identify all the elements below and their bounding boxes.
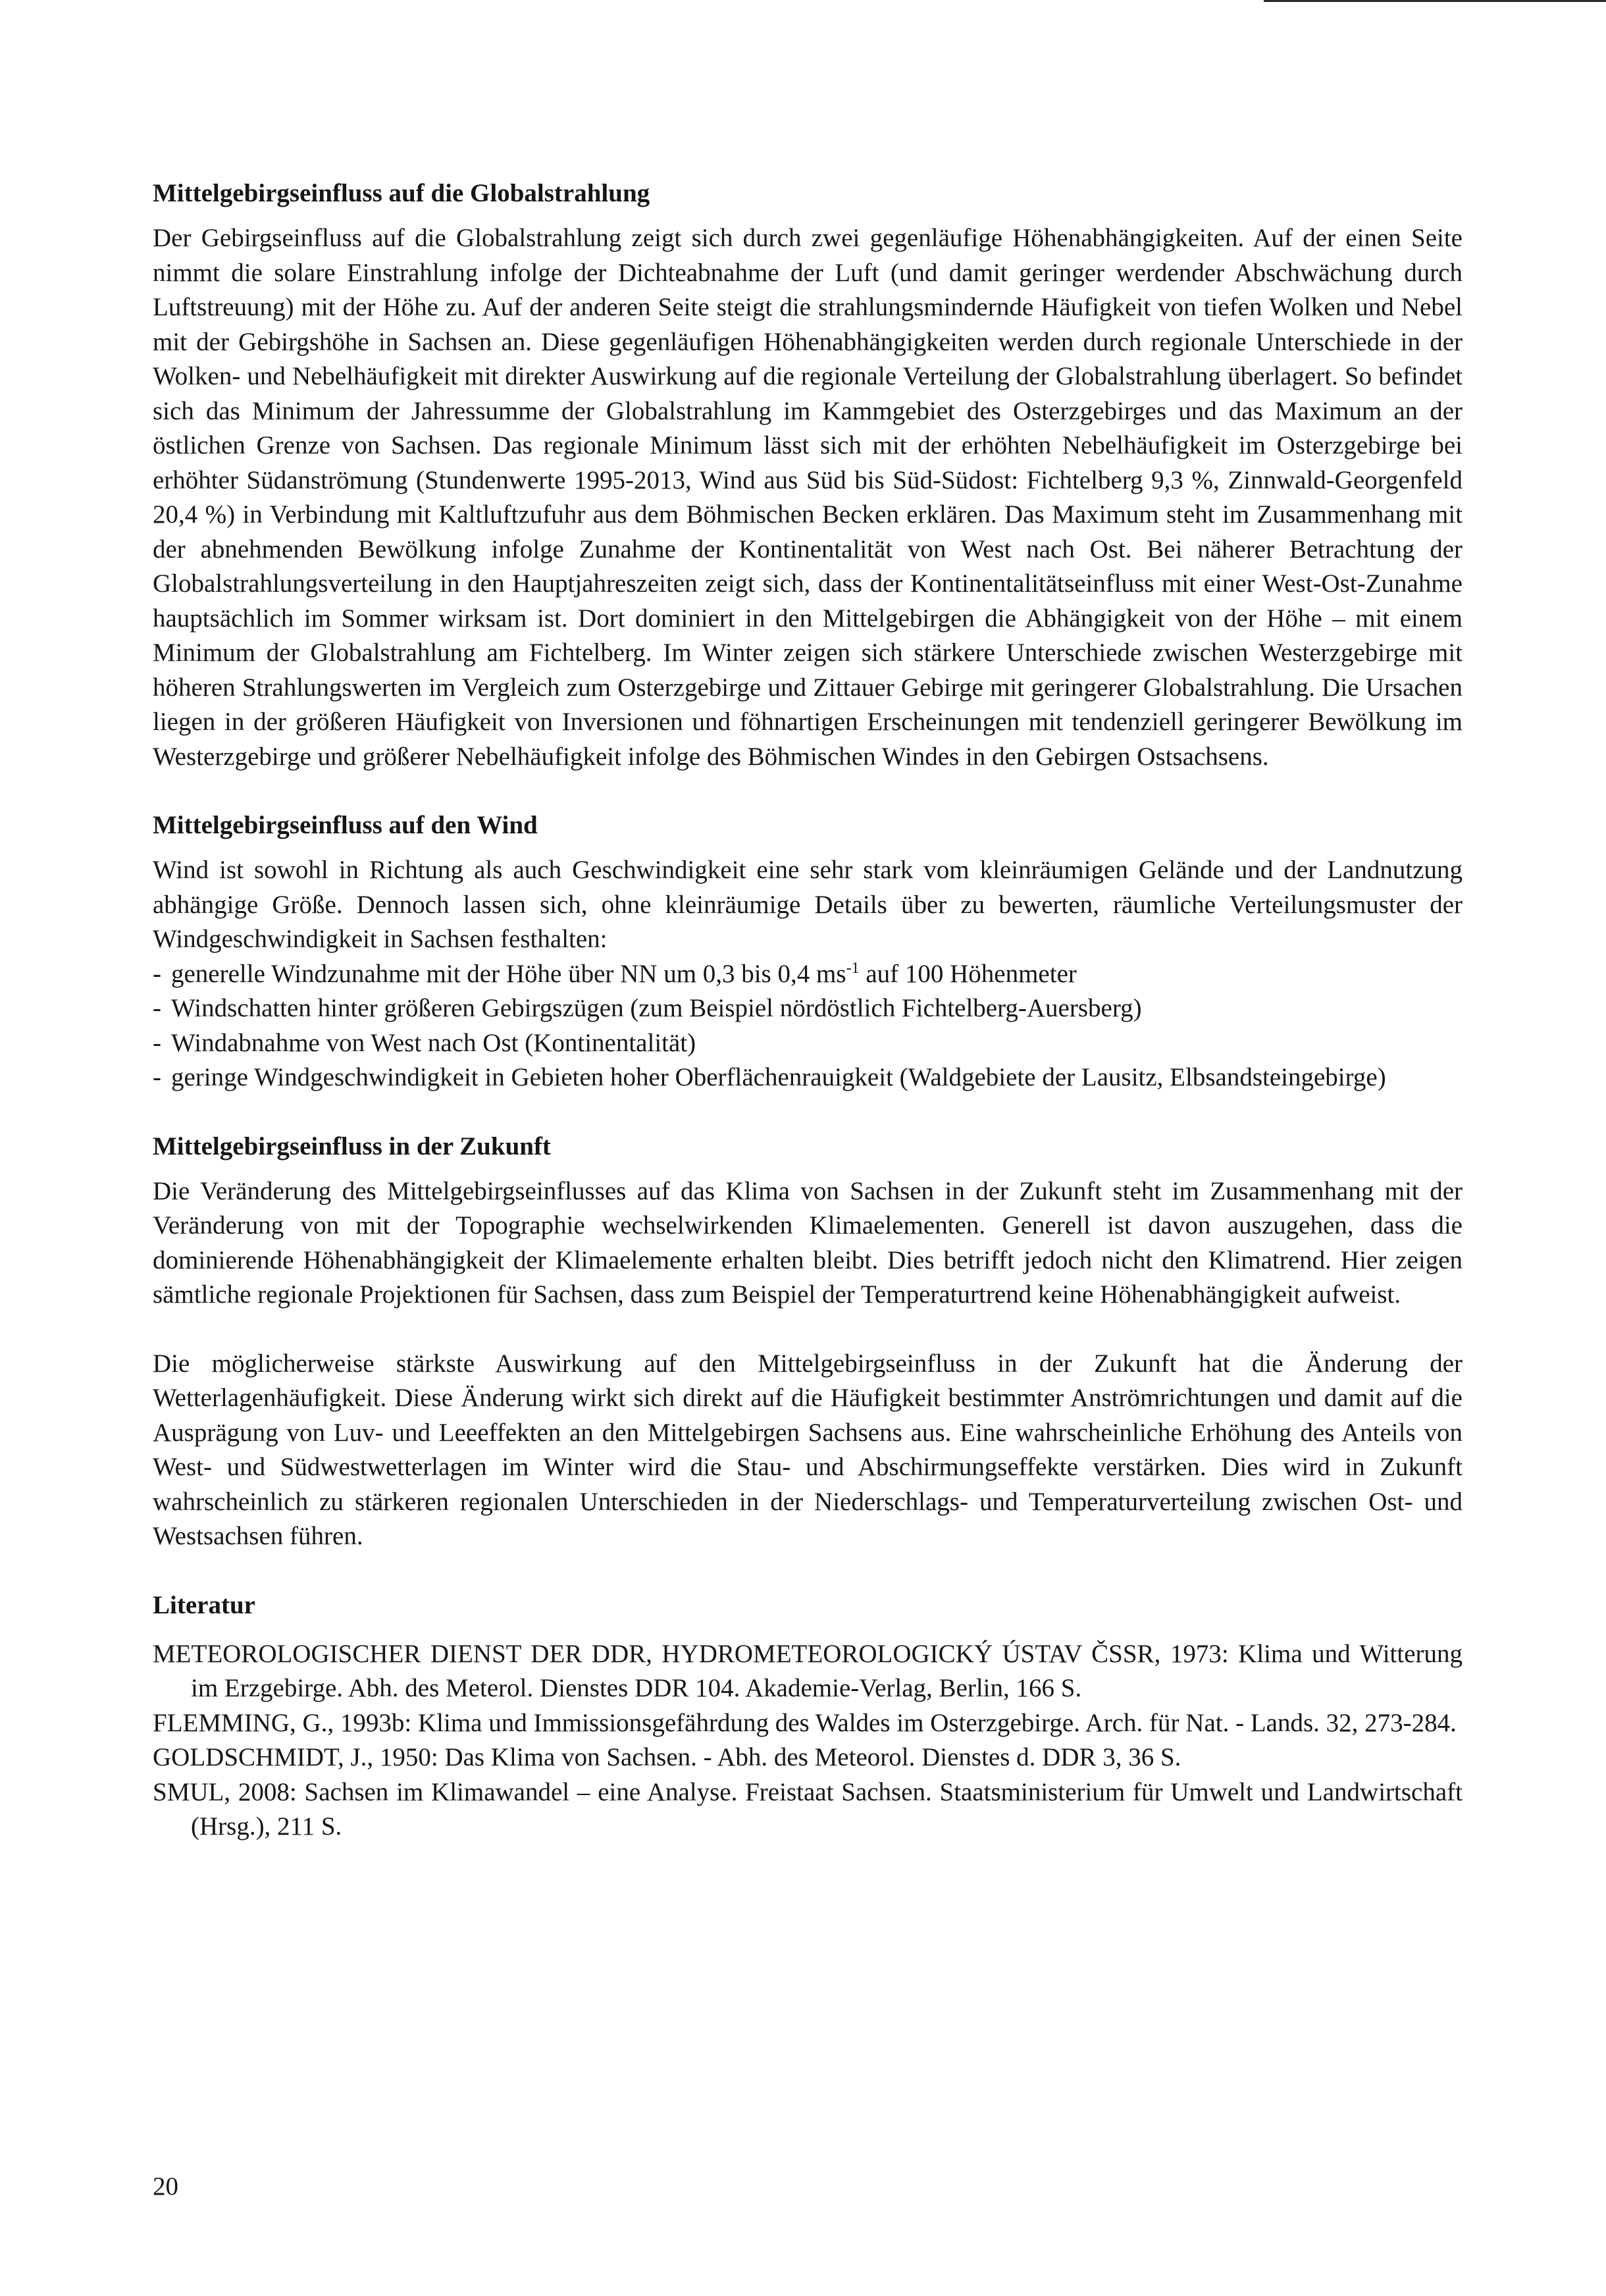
- superscript-exponent: -1: [846, 959, 860, 977]
- section-heading: Mittelgebirgseinfluss auf den Wind: [153, 811, 538, 839]
- reference-list: [153, 1637, 1463, 1844]
- section-zukunft: [153, 1130, 1463, 1554]
- section-heading: Literatur: [153, 1590, 255, 1619]
- list-item-text: Windschatten hinter größeren Gebirgszügen (zum Beispiel nördöstlich Fichtelberg-Auersberg): [171, 994, 1142, 1022]
- reference-entry: FLEMMING, G., 1993b: Klima und Immissionsgefährdung des Waldes im Osterzgebirge. Arch. für Nat. - Lands. 32, 273-284.: [153, 1708, 1457, 1737]
- body-paragraph: Der Gebirgseinfluss auf die Globalstrahlung zeigt sich durch zwei gegenläufige Höhenabhängigkeiten. Auf der einen Seite nimmt die solare Einstrahlung infolge der Dichteabnahme der Luft (und damit geringer werdender Abschwächung durch Luftstreuung) mit der Höhe zu. Auf der anderen Seite steigt die strahlungsmindernde Häufigkeit von tiefen Wolken und Nebel mit der Gebirgshöhe in Sachsen an. Diese gegenläufigen Höhenabhängigkeiten werden durch regionale Unterschiede in der Wolken- und Nebelhäufigkeit mit direkter Auswirkung auf die regionale Verteilung der Globalstrahlung überlagert. So befindet sich das Minimum der Jahressumme der Globalstrahlung im Kammgebiet des Osterzgebirges und das Maximum an der östlichen Grenze von Sachsen. Das regionale Minimum lässt sich mit der erhöhten Nebelhäufigkeit im Osterzgebirge bei erhöhter Südanströmung (Stundenwerte 1995-2013, Wind aus Süd bis Süd-Südost: Fichtelberg 9,3 %, Zinnwald-Georgenfeld 20,4 %) in Verbindung mit Kaltluftzufuhr aus dem Böhmischen Becken erklären. Das Maximum steht im Zusammenhang mit der abnehmenden Bewölkung infolge Zunahme der Kontinentalität von West nach Ost. Bei näherer Betrachtung der Globalstrahlungsverteilung in den Hauptjahreszeiten zeigt sich, dass der Kontinentalitätseinfluss mit einer West-Ost-Zunahme hauptsächlich im Sommer wirksam ist. Dort dominiert in den Mittelgebirgen die Abhängigkeit von der Höhe – mit einem Minimum der Globalstrahlung am Fichtelberg. Im Winter zeigen sich stärkere Unterschiede zwischen Westerzgebirge mit höheren Strahlungswerten im Vergleich zum Osterzgebirge und Zittauer Gebirge mit geringerer Globalstrahlung. Die Ursachen liegen in der größeren Häufigkeit von Inversionen und föhnartigen Erscheinungen mit tendenziell geringerer Bewölkung im Westerzgebirge und größerer Nebelhäufigkeit infolge des Böhmischen Windes in den Gebirgen Ostsachsens.: [153, 224, 1463, 771]
- document-page: [153, 176, 1463, 1844]
- list-item-text: geringe Windgeschwindigkeit in Gebieten hoher Oberflächenrauigkeit (Waldgebiete der Lausitz, Elbsandsteingebirge): [171, 1063, 1386, 1091]
- list-item-text: Windabnahme von West nach Ost (Kontinentalität): [171, 1028, 696, 1057]
- section-spacer: [153, 774, 1463, 808]
- body-paragraph: Die möglicherweise stärkste Auswirkung auf den Mittelgebirgseinfluss in der Zukunft hat die Änderung der Wetterlagenhäufigkeit. Diese Änderung wirkt sich direkt auf die Häufigkeit bestimmter Anströmrichtungen und damit auf die Ausprägung von Luv- und Leeeffekten an den Mittelgebirgen Sachsens aus. Eine wahrscheinliche Erhöhung des Anteils von West- und Südwestwetterlagen im Winter wird die Stau- und Abschirmungseffekte verstärken. Dies wird in Zukunft wahrscheinlich zu stärkeren regionalen Unterschieden in der Niederschlags- und Temperaturverteilung zwischen Ost- und Westsachsen führen.: [153, 1349, 1463, 1550]
- section-heading: Mittelgebirgseinfluss in der Zukunft: [153, 1132, 551, 1161]
- reference-entry: METEOROLOGISCHER DIENST DER DDR, HYDROMETEOROLOGICKÝ ÚSTAV ČSSR, 1973: Klima und Witterung im Erzgebirge. Abh. des Meterol. Dienstes DDR 104. Akademie-Verlag, Berlin, 166 S.: [153, 1639, 1463, 1702]
- section-globalstrahlung: [153, 176, 1463, 774]
- section-wind: [153, 808, 1463, 1095]
- reference-entry: SMUL, 2008: Sachsen im Klimawandel – eine Analyse. Freistaat Sachsen. Staatsministerium für Umwelt und Landwirtschaft (Hrsg.), 211 S.: [153, 1777, 1463, 1840]
- list-item-text-tail: auf 100 Höhenmeter: [859, 959, 1077, 988]
- section-heading: Mittelgebirgseinfluss auf die Globalstrahlung: [153, 179, 650, 207]
- body-paragraph: Die Veränderung des Mittelgebirgseinflusses auf das Klima von Sachsen in der Zukunft steht im Zusammenhang mit der Veränderung von mit der Topographie wechselwirkenden Klimaelementen. Generell ist davon auszugehen, dass die dominierende Höhenabhängigkeit der Klimaelemente erhalten bleibt. Dies betrifft jedoch nicht den Klimatrend. Hier zeigen sämtliche regionale Projektionen für Sachsen, dass zum Beispiel der Temperaturtrend keine Höhenabhängigkeit aufweist.: [153, 1176, 1463, 1309]
- reference-entry: GOLDSCHMIDT, J., 1950: Das Klima von Sachsen. - Abh. des Meteorol. Dienstes d. DDR 3, 36 S.: [153, 1743, 1181, 1771]
- section-spacer: [153, 1095, 1463, 1130]
- wind-pattern-list: [153, 957, 1463, 1095]
- list-item: [153, 1026, 1463, 1061]
- scan-edge-line: [1264, 0, 1606, 2]
- list-item-text: generelle Windzunahme mit der Höhe über NN um 0,3 bis 0,4 ms: [171, 959, 846, 988]
- list-item: [153, 957, 1463, 992]
- page-number: 20: [153, 2172, 178, 2201]
- list-item: [153, 1060, 1463, 1095]
- list-item: [153, 991, 1463, 1026]
- paragraph-spacer: [153, 1313, 1463, 1347]
- section-spacer: [153, 1554, 1463, 1588]
- body-paragraph: Wind ist sowohl in Richtung als auch Geschwindigkeit eine sehr stark vom kleinräumigen Gelände und der Landnutzung abhängige Größe. Dennoch lassen sich, ohne kleinräumige Details über zu bewerten, räumliche Verteilungsmuster der Windgeschwindigkeit in Sachsen festhalten:: [153, 856, 1463, 953]
- section-literatur: [153, 1588, 1463, 1844]
